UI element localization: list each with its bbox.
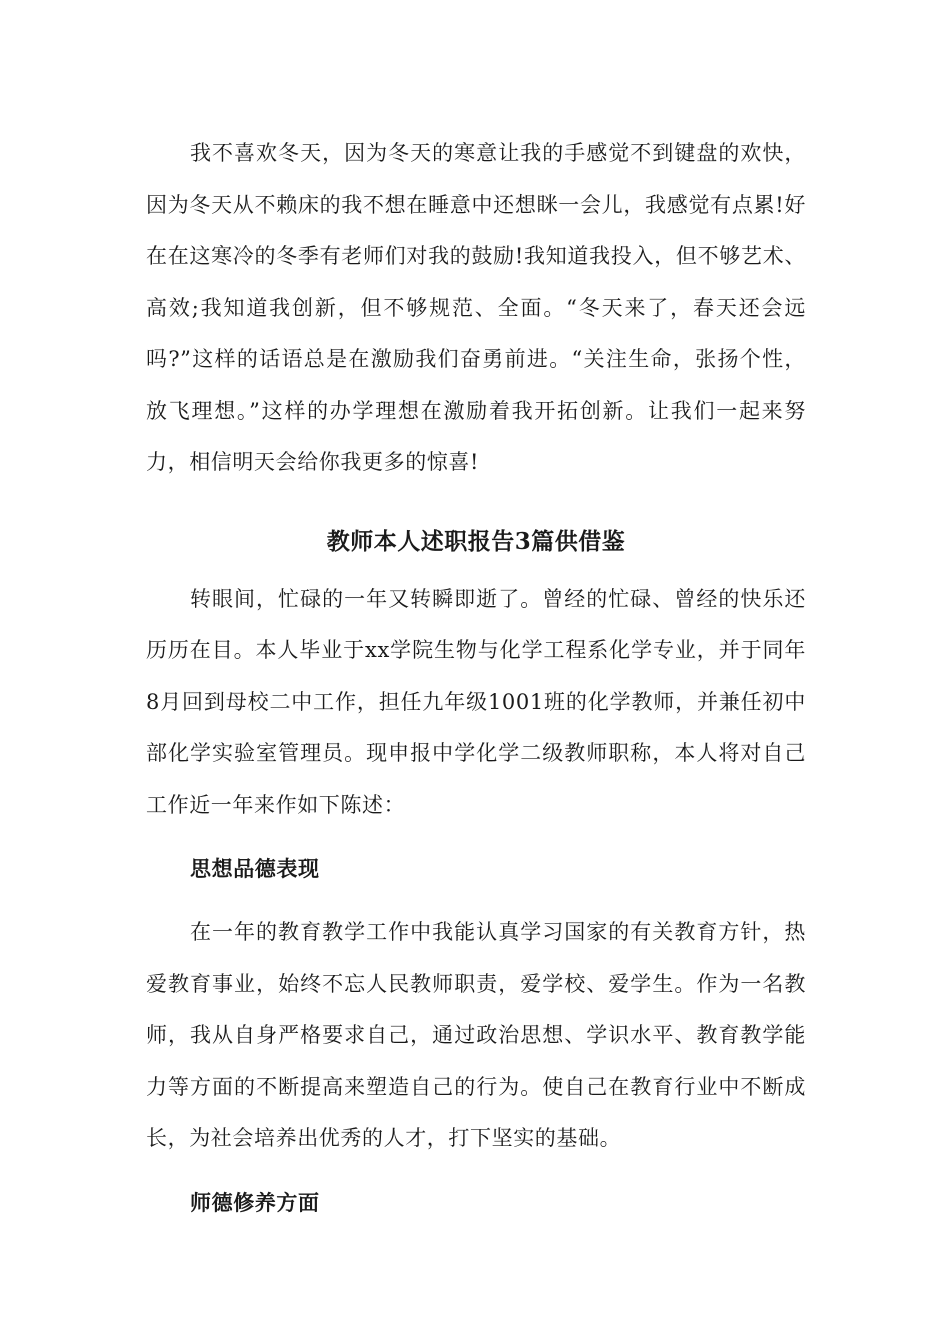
opening-paragraph: 转眼间，忙碌的一年又转瞬即逝了。曾经的忙碌、曾经的快乐还历历在目。本人毕业于xx学院生物与化学工程系化学专业，并于同年8月回到母校二中工作，担任九年级1001班的化学教师，并兼任初中部化学实验室管理员。现申报中学化学二级教师职称，本人将对自己工作近一年来作如下陈述： xyxy=(146,586,806,817)
section-heading-moral-conduct: 思想品德表现 xyxy=(190,856,320,881)
report-title: 教师本人述职报告3篇供借鉴 xyxy=(326,527,626,555)
section-heading-teacher-ethics: 师德修养方面 xyxy=(190,1189,320,1215)
intro-paragraph: 我不喜欢冬天，因为冬天的寒意让我的手感觉不到键盘的欢快，因为冬天从不赖床的我不想在睡意中还想眯一会儿，我感觉有点累!好在在这寒冷的冬季有老师们对我的鼓励!我知道我投入，但不够艺术、高效;我知道我创新，但不够规范、全面。“冬天来了，春天还会远吗?”这样的话语总是在激励我们奋勇前进。“关注生命，张扬个性，放飞理想。”这样的办学理想在激励着我开拓创新。让我们一起来努力，相信明天会给你我更多的惊喜! xyxy=(146,141,806,474)
document-body xyxy=(146,128,806,1241)
moral-conduct-paragraph: 在一年的教育教学工作中我能认真学习国家的有关教育方针，热爱教育事业，始终不忘人民教师职责，爱学校、爱学生。作为一名教师，我从自身严格要求自己，通过政治思想、学识水平、教育教学能力等方面的不断提高来塑造自己的行为。使自己在教育行业中不断成长，为社会培养出优秀的人才，打下坚实的基础。 xyxy=(146,920,806,1150)
